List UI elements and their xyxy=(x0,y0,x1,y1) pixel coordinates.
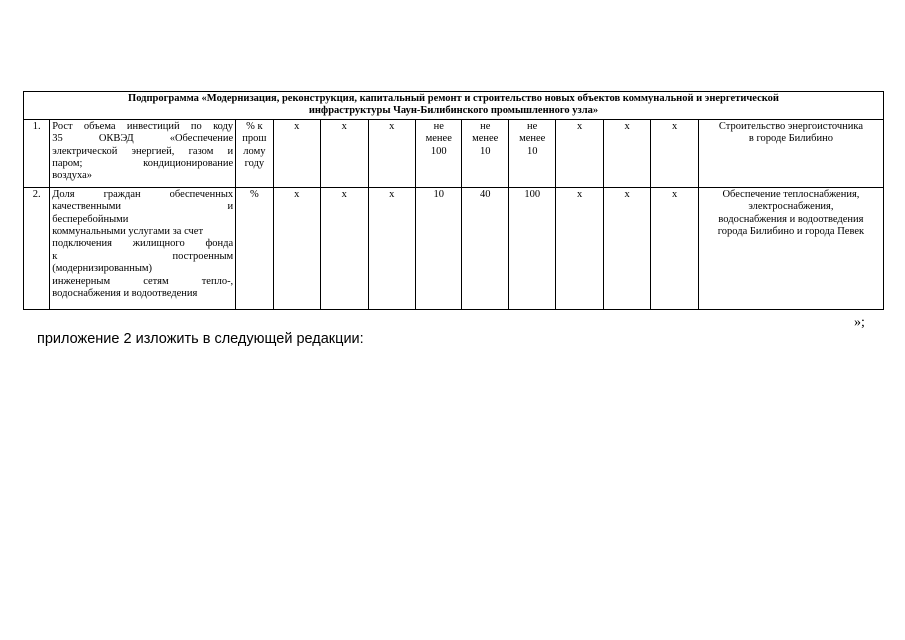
value-cell: х xyxy=(651,187,698,309)
amendment-paragraph: приложение 2 изложить в следующей редакции: xyxy=(37,331,364,347)
value-cell: х xyxy=(273,119,320,187)
value-cell: не менее 10 xyxy=(462,119,508,187)
indicator-name: Доля граждан обеспеченных качественными и бесперебойными коммунальными услугами за счет подключения жилищного фонда к построенным (модернизированным) инженерным сетям тепло-, водоснабжения и водоотведения xyxy=(50,187,236,309)
value-cell: 10 xyxy=(416,187,462,309)
value-cell: х xyxy=(556,119,603,187)
result-cell: Строительство энергоисточника в городе Билибино xyxy=(698,119,883,187)
row-number: 2. xyxy=(24,187,50,309)
value-cell: х xyxy=(321,187,368,309)
indicator-name: Рост объема инвестиций по коду 35 ОКВЭД «Обеспечение электрической энергией, газом и паром; кондиционирование воздуха» xyxy=(50,119,236,187)
value-cell: не менее 100 xyxy=(416,119,462,187)
table-row xyxy=(24,187,884,309)
value-cell: х xyxy=(273,187,320,309)
value-cell: 40 xyxy=(462,187,508,309)
subprogram-header-row xyxy=(24,92,884,120)
value-cell: х xyxy=(603,119,650,187)
unit-cell: % к прош лому году xyxy=(236,119,273,187)
value-cell: х xyxy=(368,187,415,309)
value-cell: х xyxy=(556,187,603,309)
closing-quote: »; xyxy=(854,315,865,330)
value-cell: 100 xyxy=(508,187,555,309)
value-cell: х xyxy=(651,119,698,187)
value-cell: не менее 10 xyxy=(508,119,555,187)
value-cell: х xyxy=(603,187,650,309)
indicators-table xyxy=(23,91,884,310)
table-row xyxy=(24,119,884,187)
unit-cell: % xyxy=(236,187,273,309)
value-cell: х xyxy=(321,119,368,187)
result-cell: Обеспечение теплоснабжения, электроснабжения, водоснабжения и водоотведения города Билибино и города Певек xyxy=(698,187,883,309)
subprogram-title: Подпрограмма «Модернизация, реконструкция, капитальный ремонт и строительство новых объектов коммунальной и энергетической инфраструктуры Чаун-Билибинского промышленного узла» xyxy=(24,92,884,120)
row-number: 1. xyxy=(24,119,50,187)
value-cell: х xyxy=(368,119,415,187)
